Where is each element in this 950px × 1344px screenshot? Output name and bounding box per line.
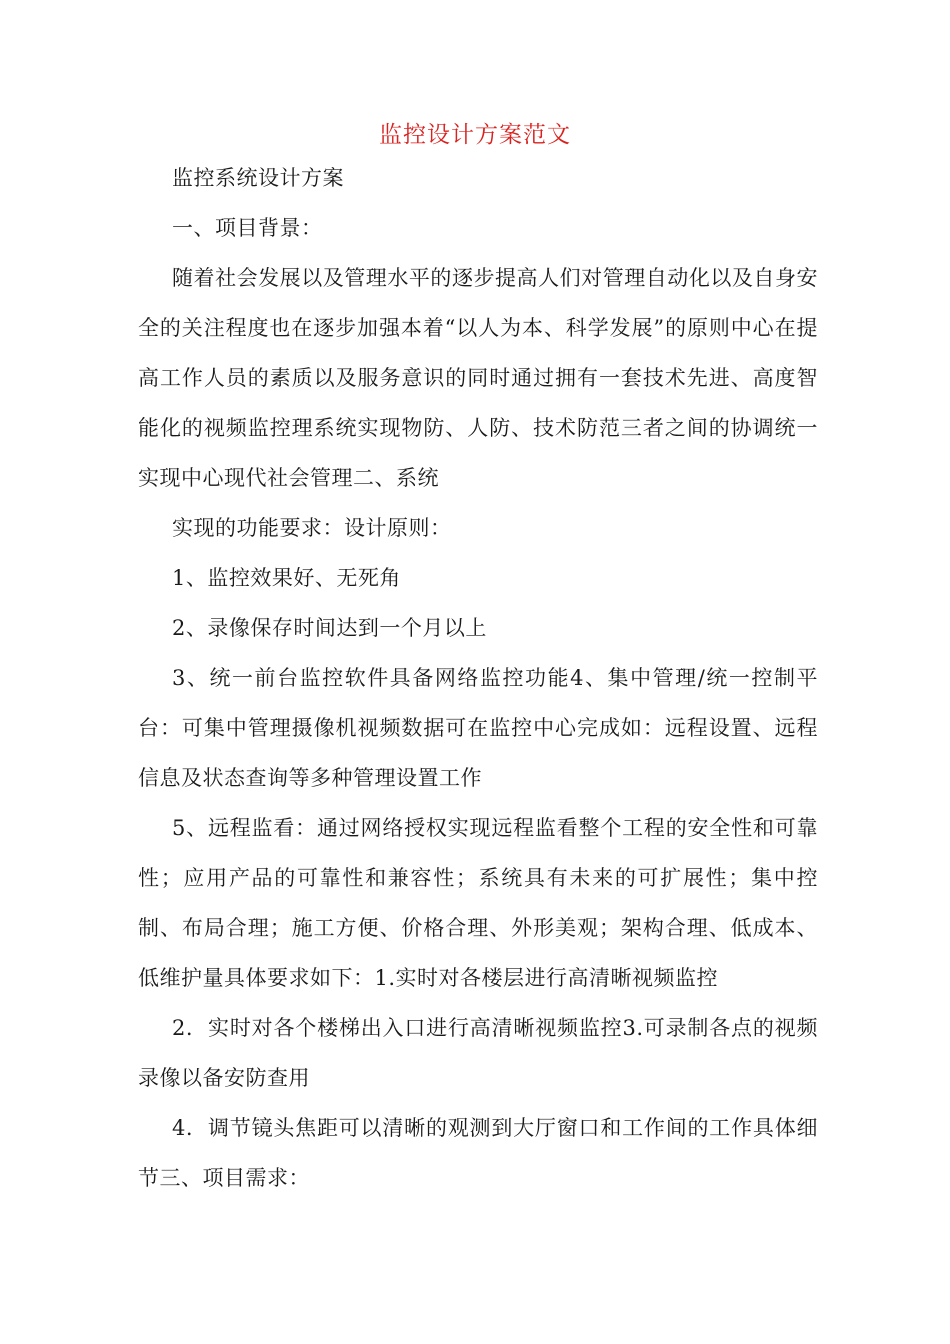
list-item-5: 5、远程监看：通过网络授权实现远程监看整个工程的安全性和可靠性；应用产品的可靠性和兼容性；系统具有未来的可扩展性；集中控制、布局合理；施工方便、价格合理、外形美观；架构合理、低成本、低维护量具体要求如下：1.实时对各楼层进行高清晰视频监控 [138, 816, 818, 990]
list-item-2-detail: 2. 实时对各个楼梯出入口进行高清晰视频监控3.可录制各点的视频录像以备安防查用 [138, 1016, 818, 1090]
list-item-4-detail: 4. 调节镜头焦距可以清晰的观测到大厅窗口和工作间的工作具体细节三、项目需求： [138, 1116, 818, 1190]
list-item-3: 3、统一前台监控软件具备网络监控功能4、集中管理/统一控制平台：可集中管理摄像机视频数据可在监控中心完成如：远程设置、远程信息及状态查询等多种管理设置工作 [138, 666, 818, 790]
requirements-heading: 实现的功能要求：设计原则： [172, 516, 452, 540]
section-heading-background: 一、项目背景： [172, 216, 323, 240]
subtitle-paragraph: 监控系统设计方案 [172, 166, 344, 190]
list-item-1: 1、监控效果好、无死角 [172, 566, 401, 590]
document-title: 监控设计方案范文 [379, 122, 571, 148]
list-item-2: 2、录像保存时间达到一个月以上 [172, 616, 487, 640]
background-paragraph: 随着社会发展以及管理水平的逐步提高人们对管理自动化以及自身安全的关注程度也在逐步加强本着“以人为本、科学发展”的原则中心在提高工作人员的素质以及服务意识的同时通过拥有一套技术先进、高度智能化的视频监控理系统实现物防、人防、技术防范三者之间的协调统一实现中心现代社会管理二、系统 [138, 266, 818, 490]
